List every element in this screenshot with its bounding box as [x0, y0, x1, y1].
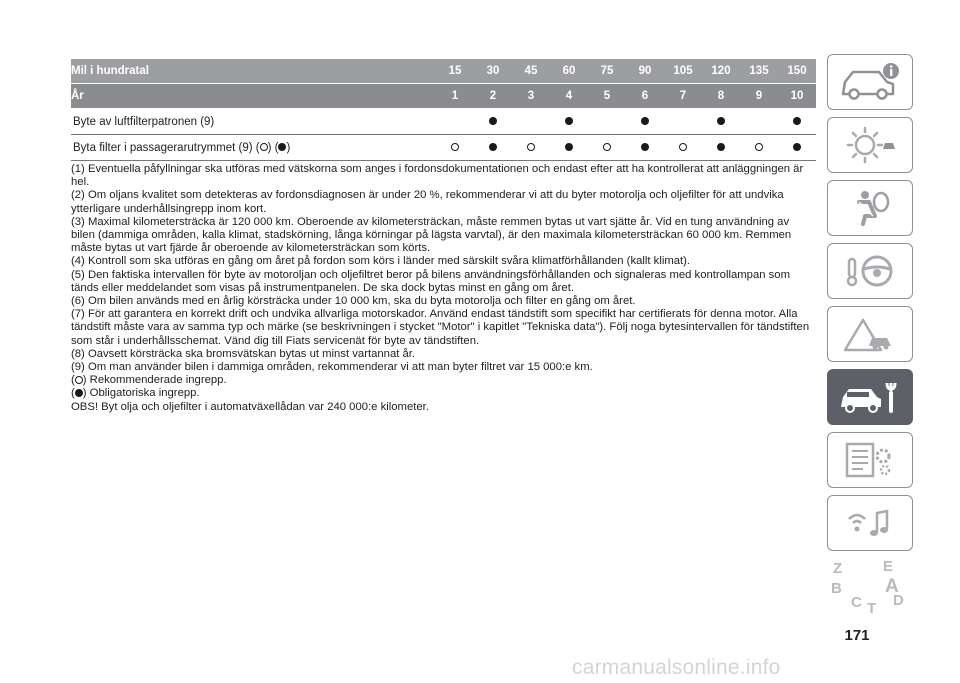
- year-col: 10: [778, 84, 816, 109]
- recommended-ring-icon: [75, 376, 83, 384]
- legend-mandatory: [71, 387, 816, 400]
- index-letter: D: [893, 592, 904, 609]
- schedule-mark: [626, 135, 664, 161]
- year-col: 3: [512, 84, 550, 109]
- years-header-label: År: [71, 84, 436, 109]
- year-col: 7: [664, 84, 702, 109]
- legend-recommended: [71, 374, 816, 387]
- schedule-mark: [474, 109, 512, 135]
- mileage-col: 90: [626, 59, 664, 84]
- mandatory-dot-icon: [565, 117, 573, 125]
- schedule-mark: [702, 135, 740, 161]
- mandatory-dot-icon: [489, 143, 497, 151]
- tab-multimedia[interactable]: [827, 495, 913, 551]
- index-letter: C: [851, 594, 862, 611]
- car-info-icon: [835, 60, 905, 104]
- mandatory-dot-icon: [565, 143, 573, 151]
- table-row-air-filter: [71, 109, 816, 135]
- mileage-col: 15: [436, 59, 474, 84]
- row-label-prefix: Byta filter i passagerarutrymmet (9) (: [73, 141, 260, 154]
- index-letter: B: [831, 580, 842, 597]
- mileage-col: 120: [702, 59, 740, 84]
- tab-emergency[interactable]: [827, 306, 913, 362]
- obs-note: OBS! Byt olja och oljefilter i automatväxellådan var 240 000:e kilometer.: [71, 400, 429, 413]
- table-row-cabin-filter: [71, 135, 816, 161]
- index-letter: Z: [833, 560, 843, 577]
- mandatory-dot-icon: [717, 117, 725, 125]
- mandatory-dot-icon: [641, 143, 649, 151]
- mileage-col: 105: [664, 59, 702, 84]
- mileage-col: 150: [778, 59, 816, 84]
- tab-maintenance[interactable]: [827, 369, 913, 425]
- dashboard-lights-icon: [835, 123, 905, 167]
- schedule-mark: [778, 135, 816, 161]
- tab-safety[interactable]: [827, 180, 913, 236]
- footnote-6: (6) Om bilen används med en årlig körsträcka under 10 000 km, ska du byta motorolja och filter en gång om året.: [71, 295, 636, 308]
- recommended-ring-icon: [679, 143, 687, 151]
- schedule-mark: [664, 135, 702, 161]
- mandatory-dot-icon: [793, 117, 801, 125]
- index-letter: T: [867, 600, 877, 617]
- tab-starting-driving[interactable]: [827, 243, 913, 299]
- year-col: 4: [550, 84, 588, 109]
- mileage-col: 30: [474, 59, 512, 84]
- year-col: 1: [436, 84, 474, 109]
- footnote-9: (9) Om man använder bilen i dammiga områden, rekommenderar vi att man byter filtret var 15 000:e km.: [71, 361, 593, 374]
- tab-technical-data[interactable]: [827, 432, 913, 488]
- footnotes: [71, 163, 816, 414]
- maintenance-schedule-table: [71, 59, 816, 161]
- footnote-1: (1) Eventuella påfyllningar ska utföras med vätskorna som anges i fordonsdokumentationen och endast efter att ha kontrollerat att anläggningen är hel.: [71, 163, 804, 189]
- tab-dashboard-lights[interactable]: [827, 117, 913, 173]
- row-label: [71, 135, 436, 161]
- schedule-mark: [702, 109, 740, 135]
- footnote-4: (4) Kontroll som ska utföras en gång om året på fordon som körs i länder med särskilt svåra klimatförhållanden (kallt klimat).: [71, 255, 691, 268]
- row-label-suffix: ): [286, 141, 291, 154]
- tab-car-info[interactable]: [827, 54, 913, 110]
- legend-mandatory-text: ) Obligatoriska ingrepp.: [82, 387, 200, 400]
- mileage-col: 135: [740, 59, 778, 84]
- starting-driving-icon: [835, 249, 905, 293]
- years-header-row: [71, 84, 816, 109]
- legend-open: (: [71, 387, 75, 400]
- year-col: 6: [626, 84, 664, 109]
- footnote-8: (8) Oavsett körsträcka ska bromsvätskan bytas ut minst vartannat år.: [71, 347, 416, 360]
- footnote-3: (3) Maximal kilometersträcka är 120 000 km. Oberoende av kilometersträckan, måste remmen bytas ut vart sjätte år. Vid en tung användning av bilen (dammiga områden, kalla klimat, stadskörning, långa körningar på lägsta varvtal), är den maximala kilometersträckan 60 000 km. Remmen måste bytas ut vart fjärde år oberoende av kilometersträckan som körts.: [71, 215, 792, 255]
- multimedia-icon: [835, 501, 905, 545]
- mileage-col: 75: [588, 59, 626, 84]
- maintenance-car-wrench-icon: [835, 375, 905, 419]
- schedule-mark: [740, 135, 778, 161]
- schedule-mark: [512, 135, 550, 161]
- watermark: carmanualsonline.info: [572, 656, 781, 679]
- schedule-mark: [740, 109, 778, 135]
- row-label-mid: ) (: [267, 141, 279, 154]
- schedule-mark: [664, 109, 702, 135]
- index-letter: E: [883, 558, 894, 575]
- schedule-mark: [436, 109, 474, 135]
- footnote-7: (7) För att garantera en korrekt drift och undvika allvarliga motorskador. Använd endast tändstift som specifikt har certifierats för denna motor. Alla tändstift måste vara av samma typ och märke (se beskrivningen i stycket "Motor" i kapitlet "Tekniska data"). Följ noga bytesintervallen för tändstiften som står i underhållsschemat. Vänd dig till Fiats servicenät för byte av tändstiften.: [71, 308, 810, 347]
- mandatory-dot-icon: [717, 143, 725, 151]
- recommended-ring-icon: [527, 143, 535, 151]
- recommended-ring-icon: [451, 143, 459, 151]
- mileage-header-row: [71, 59, 816, 84]
- technical-data-icon: [835, 438, 905, 482]
- emergency-icon: [835, 312, 905, 356]
- schedule-mark: [626, 109, 664, 135]
- schedule-mark: [588, 109, 626, 135]
- schedule-mark: [550, 135, 588, 161]
- recommended-ring-icon: [603, 143, 611, 151]
- page-number: 171: [844, 627, 870, 644]
- footnote-2: (2) Om oljans kvalitet som detekteras av fordonsdiagnosen är under 20 %, rekommenderar vi att du byter motorolja och oljefilter för att undvika ytterligare underhållsingrepp inom kort.: [71, 189, 784, 215]
- maintenance-content: [71, 59, 816, 414]
- mandatory-dot-icon: [793, 143, 801, 151]
- schedule-mark: [436, 135, 474, 161]
- schedule-mark: [550, 109, 588, 135]
- year-col: 2: [474, 84, 512, 109]
- schedule-mark: [474, 135, 512, 161]
- schedule-mark: [778, 109, 816, 135]
- mandatory-dot-icon: [641, 117, 649, 125]
- schedule-mark: [588, 135, 626, 161]
- mileage-col: 60: [550, 59, 588, 84]
- mileage-col: 45: [512, 59, 550, 84]
- legend-recommended-text: ) Rekommenderade ingrepp.: [82, 374, 227, 387]
- chapter-sidebar: [827, 54, 913, 618]
- schedule-mark: [512, 109, 550, 135]
- mandatory-dot-icon: [489, 117, 497, 125]
- footnote-5: (5) Den faktiska intervallen för byte av motoroljan och oljefiltret beror på bilens användningsförhållanden och signaleras med kontrollampan som tänds eller meddelandet som visas på instrumentpanelen. De ska dock bytas minst en gång om året.: [71, 268, 790, 294]
- legend-open: (: [71, 374, 75, 387]
- alphabetical-index-tab[interactable]: [827, 558, 913, 618]
- recommended-ring-icon: [260, 143, 268, 151]
- row-label: Byte av luftfilterpatronen (9): [71, 109, 436, 135]
- safety-airbag-icon: [835, 186, 905, 230]
- year-col: 5: [588, 84, 626, 109]
- mandatory-dot-icon: [75, 389, 83, 397]
- index-letter: A: [885, 576, 899, 597]
- recommended-ring-icon: [755, 143, 763, 151]
- mileage-header-label: Mil i hundratal: [71, 59, 436, 84]
- year-col: 8: [702, 84, 740, 109]
- year-col: 9: [740, 84, 778, 109]
